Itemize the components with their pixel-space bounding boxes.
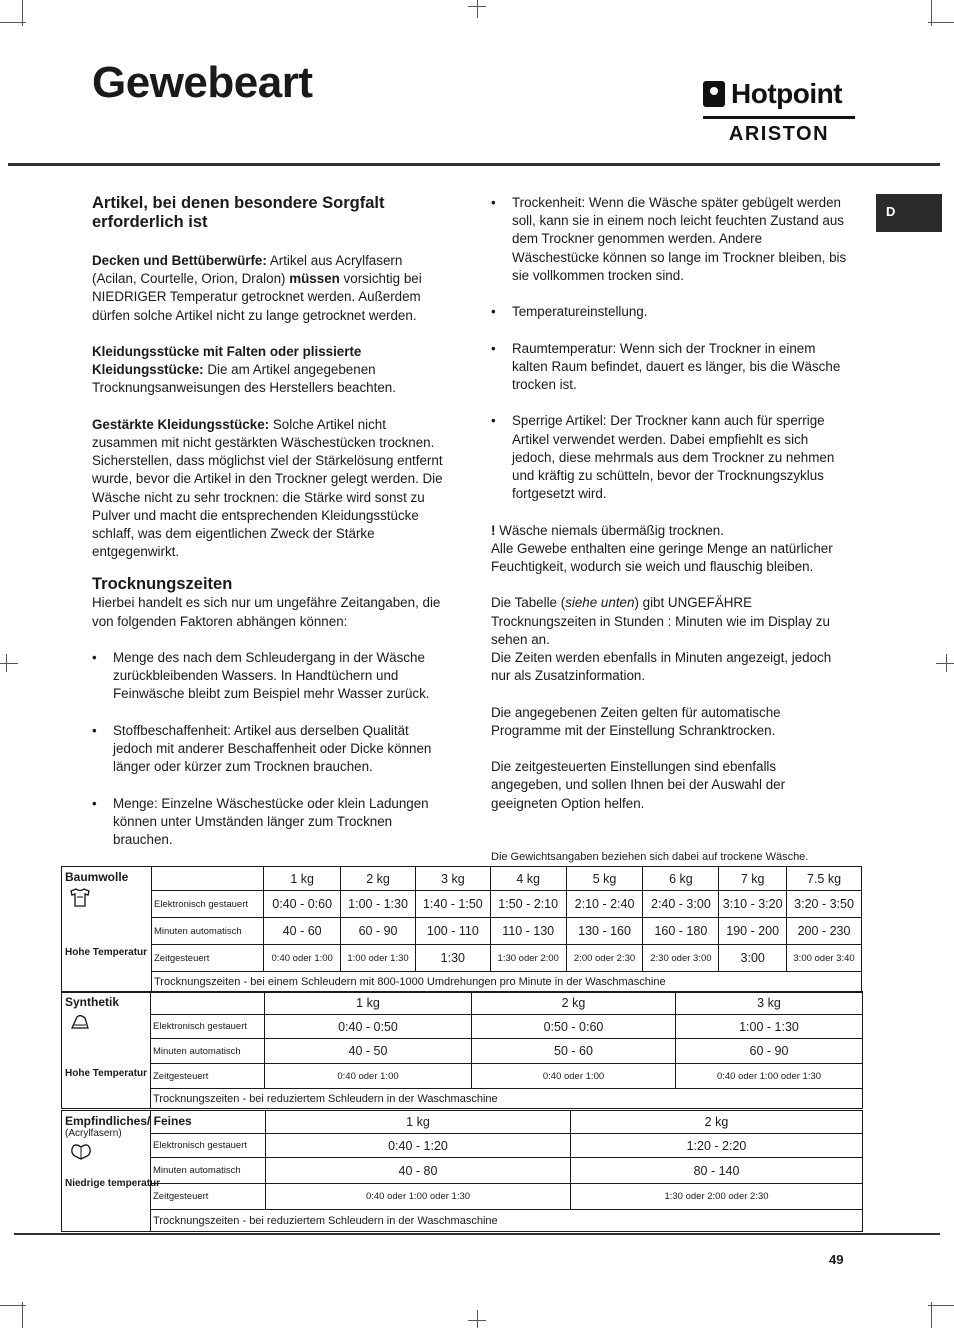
- paragraph-starched: [92, 416, 448, 562]
- brand-mark-icon: [703, 81, 725, 107]
- drying-table-delicate: [61, 1110, 863, 1232]
- text: Die Tabelle (: [491, 595, 566, 611]
- table-cell: 0:40 - 1:20: [266, 1134, 571, 1158]
- list-item: • Menge: Einzelne Wäschestücke oder klein Ladungen können unter Umständen länger zum Trocknen brauchen.: [92, 795, 448, 850]
- weight-header: 5 kg: [566, 867, 643, 891]
- table-cell: 110 - 130: [490, 918, 566, 945]
- list-item: • Raumtemperatur: Wenn sich der Trockner in einem kalten Raum befindet, dauert es länger, bis die Wäsche trocken ist.: [491, 340, 847, 395]
- weight-note: Die Gewichtsangaben beziehen sich dabei auf trockene Wäsche.: [491, 851, 809, 863]
- fabric-cell-synthetic: [62, 992, 151, 1109]
- paragraph-timed: Die zeitgesteuerten Einstellungen sind ebenfalls angegeben, und sollen Ihnen bei der Auswahl der geeigneten Option helfen.: [491, 759, 786, 811]
- crop-mark: [946, 654, 947, 672]
- table-cell: 0:40 oder 1:00 oder 1:30: [676, 1064, 863, 1089]
- brand-divider: [703, 116, 855, 119]
- cotton-shirt-icon: [69, 888, 91, 908]
- table-cell: 190 - 200: [719, 918, 787, 945]
- table-cell: 80 - 140: [571, 1158, 863, 1184]
- crop-mark: [928, 22, 954, 23]
- table-footnote: Trocknungszeiten - bei reduziertem Schleudern in der Waschmaschine: [151, 1089, 863, 1109]
- table-cell: 0:40 oder 1:00: [264, 945, 341, 972]
- text: Artikel aus Acrylfasern (Acilan, Courtelle, Orion, Dralon): [92, 253, 403, 287]
- weight-header: 7.5 kg: [787, 867, 862, 891]
- brand-logo: [703, 78, 855, 146]
- table-cell: 0:50 - 0:60: [472, 1015, 676, 1039]
- table-cell: 40 - 50: [265, 1039, 472, 1064]
- table-cell: 3:10 - 3:20: [719, 891, 787, 918]
- page-number: 49: [829, 1252, 844, 1267]
- table-cell: 40 - 80: [266, 1158, 571, 1184]
- table-cell: 1:20 - 2:20: [571, 1134, 863, 1158]
- list-item: • Sperrige Artikel: Der Trockner kann auch für sperrige Artikel verwendet werden. Dabei empfiehlt es sich jedoch, diese mehrmals aus dem Trockner zu nehmen und kräftig zu schütteln, bevor der Trocknungszyklus fortgesetzt wird.: [491, 412, 847, 503]
- term-blankets: Decken und Bettüberwürfe:: [92, 253, 267, 268]
- weight-header: 2 kg: [472, 992, 676, 1015]
- header-blank: [151, 992, 265, 1015]
- weight-header: 4 kg: [490, 867, 566, 891]
- warning: [491, 522, 847, 540]
- list-item: • Menge des nach dem Schleudergang in der Wäsche zurückbleibenden Wassers. In Handtüchern und Feinwäsche bleibt zum Beispiel mehr Wasser zurück.: [92, 649, 448, 704]
- row-label: Zeitgesteuert: [152, 945, 264, 972]
- table-cell: 2:40 - 3:00: [643, 891, 719, 918]
- table-cell: 2:00 oder 2:30: [566, 945, 643, 972]
- row-label: Zeitgesteuert: [151, 1064, 265, 1089]
- weight-header: 2 kg: [341, 867, 416, 891]
- table-footnote: Trocknungszeiten - bei einem Schleudern mit 800-1000 Umdrehungen pro Minute in der Waschmaschine: [152, 972, 862, 993]
- crop-mark: [477, 0, 478, 18]
- weight-header: 1 kg: [265, 992, 472, 1015]
- table-cell: 60 - 90: [676, 1039, 863, 1064]
- table-cell: 1:40 - 1:50: [415, 891, 490, 918]
- crop-mark: [6, 654, 7, 672]
- crop-mark: [477, 1310, 478, 1328]
- text: Solche Artikel nicht zusammen mit nicht gestärkten Wäschestücken trocknen. Sicherstellen, dass möglichst viel der Stärkelösung entfernt wurde, bevor die Artikel in den Trockner gelegt werden. Die Wäsche nicht zu sehr trocknen: die Stärke wird sonst zu Pulver und macht die entsprechenden Kleidungsstücke schlaff, was dem eigentlichen Zweck der Stärke entgegenwirkt.: [92, 416, 443, 560]
- temperature-label: Hohe Temperatur: [65, 947, 148, 958]
- row-label: Minuten automatisch: [152, 918, 264, 945]
- brand-sub: ARISTON: [728, 123, 830, 145]
- table-cell: 60 - 90: [341, 918, 416, 945]
- header-rule: [8, 163, 940, 166]
- warning-icon: !: [491, 522, 496, 538]
- table-cell: 100 - 110: [415, 918, 490, 945]
- brand-name: Hotpoint: [731, 78, 843, 109]
- emphasis: siehe unten: [565, 595, 635, 611]
- list-item: • Temperatureinstellung.: [491, 303, 847, 321]
- text: vorsichtig bei NIEDRIGER Temperatur getrocknet werden. Außerdem dürfen solche Artikel nicht zu lange getrocknet werden.: [92, 271, 422, 323]
- row-label: Elektronisch gestauert: [151, 1015, 265, 1039]
- header-blank: [152, 867, 264, 891]
- text: Wäsche niemals übermäßig trocknen.: [495, 522, 724, 538]
- table-cell: 1:50 - 2:10: [490, 891, 566, 918]
- weight-header: 6 kg: [643, 867, 719, 891]
- fabric-name: Empfindliches/ Feines: [65, 1114, 192, 1128]
- table-cell: 3:00: [719, 945, 787, 972]
- table-cell: 200 - 230: [787, 918, 862, 945]
- table-cell: 0:40 oder 1:00: [472, 1064, 676, 1089]
- factor-list: [491, 194, 847, 503]
- table-cell: 40 - 60: [264, 918, 341, 945]
- term-pleated: Kleidungsstücke mit Falten oder plissierte Kleidungsstücke:: [92, 344, 362, 378]
- table-cell: 130 - 160: [566, 918, 643, 945]
- weight-header: 3 kg: [676, 992, 863, 1015]
- row-label: Minuten automatisch: [151, 1039, 265, 1064]
- factor-list: [92, 649, 448, 849]
- language-tab: D: [876, 194, 942, 232]
- list-item: • Trockenheit: Wenn die Wäsche später gebügelt werden soll, kann sie in einem noch leicht feuchten Zustand aus dem Trockner genommen werden. Andere Wäschestücke können so lange im Trockner bleiben, bis sie vollkommen trocken sind.: [491, 194, 847, 285]
- table-cell: 2:30 oder 3:00: [643, 945, 719, 972]
- wool-delicate-icon: [69, 1143, 93, 1161]
- fabric-name: Baumwolle: [65, 870, 129, 884]
- row-label: Minuten automatisch: [151, 1158, 266, 1184]
- table-cell: 0:40 - 0:60: [264, 891, 341, 918]
- crop-mark: [0, 1305, 26, 1306]
- crop-mark: [468, 1320, 486, 1321]
- table-footnote: Trocknungszeiten - bei reduziertem Schleudern in der Waschmaschine: [151, 1210, 863, 1232]
- list-item: • Stoffbeschaffenheit: Artikel aus derselben Qualität jedoch mit anderer Beschaffenheit oder Dicke können länger oder kürzer zum Trocknen brauchen.: [92, 722, 448, 777]
- text: Die Zeiten werden ebenfalls in Minuten angezeigt, jedoch nur als Zusatzinformation.: [491, 650, 832, 684]
- drying-table-cotton: [61, 866, 862, 993]
- footer-rule: [14, 1233, 940, 1235]
- fabric-cell-cotton: [62, 867, 152, 993]
- left-column: [92, 194, 448, 867]
- weight-header: 1 kg: [264, 867, 341, 891]
- fabric-name: Synthetik: [65, 995, 120, 1009]
- paragraph-intro: Hierbei handelt es sich nur um ungefähre Zeitangaben, die von folgenden Faktoren abhängen können:: [92, 595, 441, 629]
- paragraph-moisture: Alle Gewebe enthalten eine geringe Menge an natürlicher Feuchtigkeit, wodurch sie weich und flauschig bleiben.: [491, 540, 833, 574]
- text: ) gibt UNGEFÄHRE Trocknungszeiten in Stunden : Minuten wie im Display zu sehen an.: [491, 595, 830, 647]
- crop-mark: [936, 663, 954, 664]
- table-cell: 1:30 oder 2:00 oder 2:30: [571, 1184, 863, 1210]
- paragraph-blankets: [92, 252, 448, 325]
- crop-mark: [0, 663, 18, 664]
- temperature-label: Niedrige temperatur: [65, 1178, 161, 1189]
- emphasis: müssen: [289, 271, 340, 287]
- row-label: Elektronisch gestauert: [152, 891, 264, 918]
- row-label: Zeitgesteuert: [151, 1184, 266, 1210]
- weight-header: 2 kg: [571, 1111, 863, 1134]
- section-heading-drying-times: Trocknungszeiten: [92, 575, 233, 594]
- weight-header: 1 kg: [266, 1111, 571, 1134]
- section-heading-care: Artikel, bei denen besondere Sorgfalt erforderlich ist: [92, 194, 385, 231]
- table-cell: 1:00 - 1:30: [341, 891, 416, 918]
- crop-mark: [468, 6, 486, 7]
- crop-mark: [0, 22, 26, 23]
- table-cell: 1:30 oder 2:00: [490, 945, 566, 972]
- paragraph-pleated: [92, 343, 448, 398]
- table-cell: 2:10 - 2:40: [566, 891, 643, 918]
- table-cell: 3:00 oder 3:40: [787, 945, 862, 972]
- fabric-sub: (Acrylfasern): [65, 1128, 122, 1139]
- weight-header: 3 kg: [415, 867, 490, 891]
- table-cell: 0:40 - 0:50: [265, 1015, 472, 1039]
- table-cell: 1:30: [415, 945, 490, 972]
- right-column: [491, 194, 847, 831]
- crop-mark: [928, 1305, 954, 1306]
- table-cell: 50 - 60: [472, 1039, 676, 1064]
- table-cell: 1:00 - 1:30: [676, 1015, 863, 1039]
- temperature-label: Hohe Temperatur: [65, 1068, 148, 1079]
- term-starched: Gestärkte Kleidungsstücke:: [92, 416, 270, 432]
- table-cell: 160 - 180: [643, 918, 719, 945]
- paragraph-auto: Die angegebenen Zeiten gelten für automatische Programme mit der Einstellung Schranktrocken.: [491, 704, 781, 738]
- table-cell: 1:00 oder 1:30: [341, 945, 416, 972]
- weight-header: 7 kg: [719, 867, 787, 891]
- row-label: Elektronisch gestauert: [151, 1134, 266, 1158]
- drying-table-synthetic: [61, 991, 863, 1109]
- table-cell: 3:20 - 3:50: [787, 891, 862, 918]
- text: Die am Artikel angegebenen Trocknungsanweisungen des Herstellers beachten.: [92, 362, 396, 396]
- synthetic-iron-icon: [69, 1013, 91, 1031]
- table-cell: 0:40 oder 1:00 oder 1:30: [266, 1184, 571, 1210]
- page-title: Gewebeart: [92, 58, 313, 107]
- paragraph-table-info: [491, 594, 847, 685]
- table-cell: 0:40 oder 1:00: [265, 1064, 472, 1089]
